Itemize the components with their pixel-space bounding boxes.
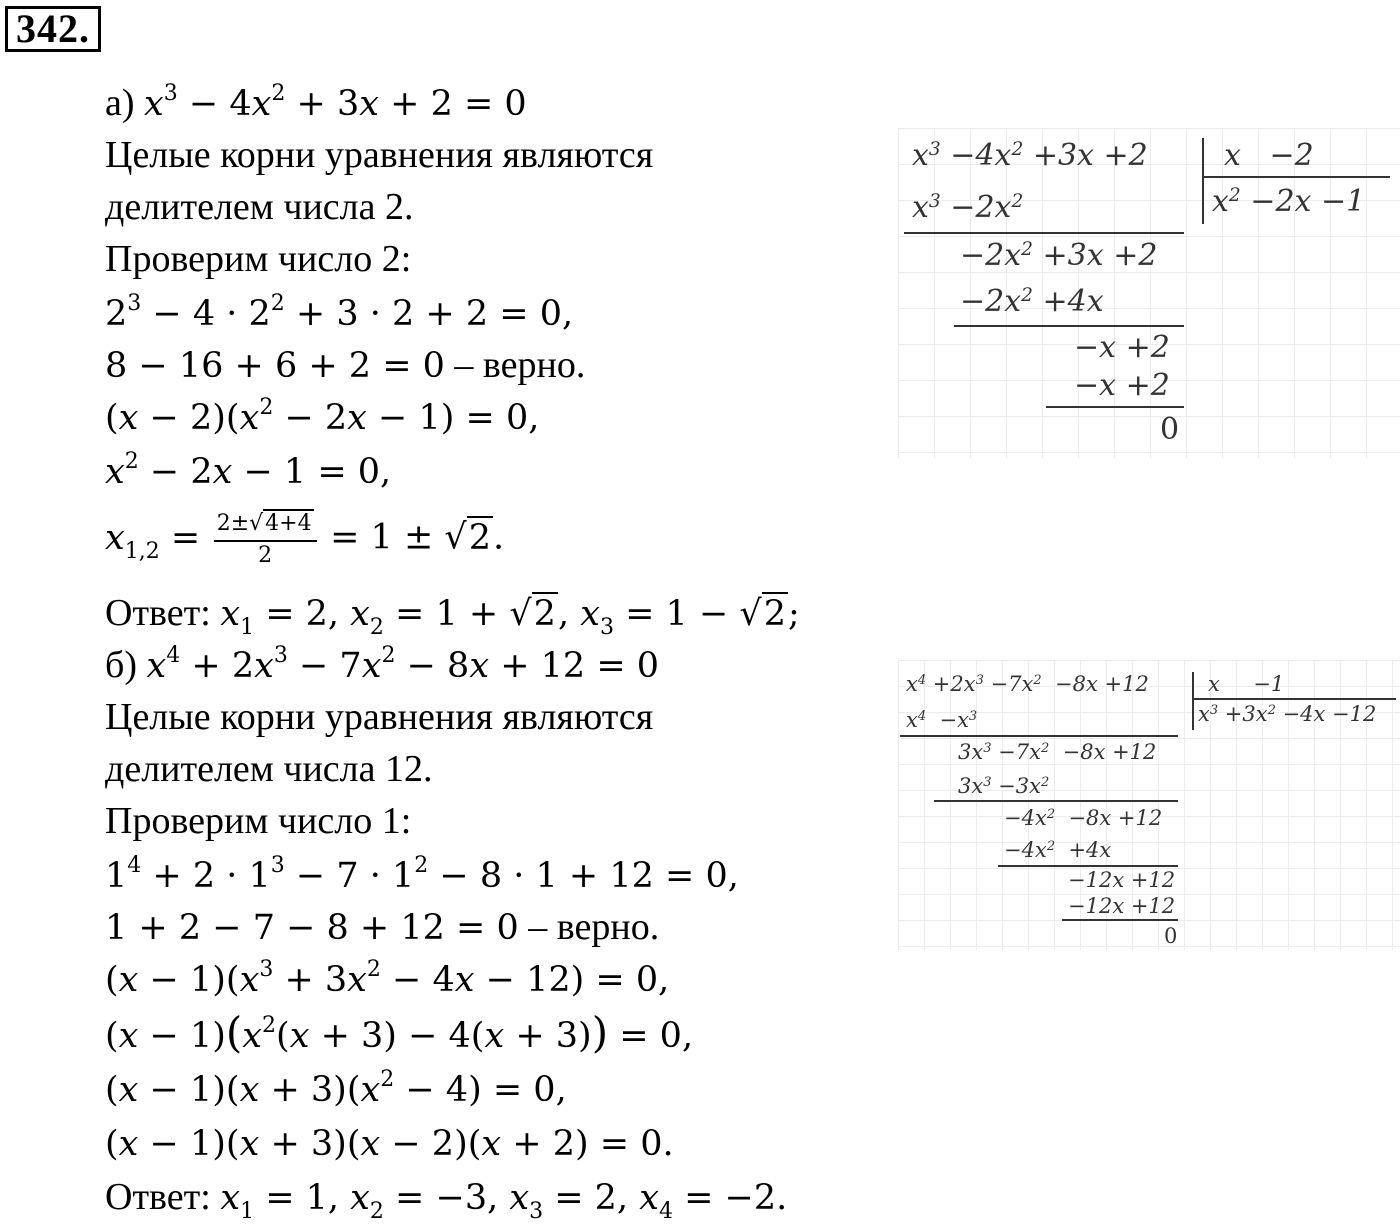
long-division-b [898, 660, 1400, 950]
part-a-quadratic: $x^2 - 2x - 1 = 0$, [105, 449, 392, 492]
part-b-factorization-4: (x − 1)(x + 3)(x − 2)(x + 2) = 0. [105, 1124, 674, 1164]
long-division-a [898, 128, 1400, 458]
division-b-quotient: $x^3 +3x^2 -4x -12$ [1198, 702, 1377, 726]
division-b-step-7: −12x +12 [1068, 894, 1176, 918]
division-b-divider-vertical [1192, 672, 1194, 730]
division-a-step-5: −x +2 [1074, 368, 1170, 403]
division-a-line-2 [954, 325, 1184, 327]
part-a-roots-text-2: делителем числа 2. [105, 186, 414, 228]
division-b-step-4: $-4x^2 -8x +12$ [1004, 806, 1163, 830]
division-b-dividend: $x^4 +2x^3 -7x^2 -8x +12$ [906, 672, 1149, 696]
division-a-line-1 [904, 232, 1184, 234]
division-b-step-2: $3x^3 -7x^2 -8x +12$ [958, 740, 1157, 764]
part-a-factorization: $(x - 2)(x^2 - 2x - 1) = 0$, [105, 395, 540, 438]
part-b-factorization-3: $(x - 1)(x + 3)(x^2 - 4) = 0$, [105, 1067, 567, 1110]
part-b-roots-text-1: Целые корни уравнения являются [105, 696, 654, 738]
division-b-line-3 [998, 865, 1178, 867]
division-a-dividend: $x^3 -4x^2 +3x +2$ [912, 138, 1148, 173]
division-b-divisor: x −1 [1208, 672, 1285, 696]
part-a-check-text: Проверим число 2: [105, 238, 412, 280]
part-b-answer-label: Ответ: [105, 1176, 211, 1218]
part-b-true-label: – верно. [528, 906, 660, 948]
division-b-step-3: $3x^3 -3x^2$ [958, 774, 1050, 798]
division-a-step-4: −x +2 [1074, 330, 1170, 365]
division-b-remainder: 0 [1164, 924, 1178, 948]
division-b-line-1 [900, 735, 1178, 737]
division-a-step-1: $x^3 -2x^2$ [912, 190, 1024, 225]
division-a-step-2: $-2x^2 +3x +2$ [960, 238, 1158, 273]
part-a-roots-text-1: Целые корни уравнения являются [105, 134, 654, 176]
division-b-step-5: $-4x^2 +4x$ [1004, 838, 1112, 862]
part-a-check-substitution: $2^3 - 4 \cdot 2^2 + 3 \cdot 2 + 2 = 0$, [105, 291, 574, 334]
part-a-roots-formula: $x_{1,2}$ = $\frac{2\pm√4+4}{2}$ = 1 ± √2. [105, 511, 505, 568]
division-a-divisor: x −2 [1224, 138, 1314, 173]
part-a-equation: а) $x^3 - 4x^2 + 3x + 2 = 0$ [105, 81, 527, 124]
part-a-answer: Ответ: $x_1 = 2$, $x_2 = 1 + √2$, $x_3 = 1 - √2$; [105, 592, 800, 640]
problem-number: 342. [5, 6, 101, 52]
roots-fraction: $\frac{2\pm√4+4}{2}$ [214, 510, 317, 570]
division-b-divisor-underline [1192, 698, 1396, 700]
division-b-step-6: −12x +12 [1068, 868, 1176, 892]
part-b-equation: б) $x^4 + 2x^3 - 7x^2 - 8x + 12 = 0$ [105, 643, 660, 686]
division-a-step-3: $-2x^2 +4x$ [960, 284, 1104, 319]
division-a-line-3 [1046, 406, 1184, 408]
part-a-label: а) [105, 82, 135, 124]
division-a-quotient: $x^2 -2x -1$ [1212, 184, 1366, 219]
division-b-line-4 [1062, 919, 1178, 921]
part-b-check-text: Проверим число 1: [105, 800, 412, 842]
part-b-factorization-1: $(x - 1)(x^3 + 3x^2 - 4x - 12) = 0$, [105, 957, 670, 1000]
division-a-remainder: 0 [1160, 412, 1180, 447]
part-b-factorization-2: $(x - 1)(x^2(x + 3) - 4(x + 3)) = 0$, [105, 1008, 694, 1057]
part-b-answer: Ответ: $x_1 = 1$, $x_2 = -3$, $x_3 = 2$, $x_4 = -2$. [105, 1176, 788, 1224]
division-b-step-1: $x^4 -x^3$ [906, 708, 978, 732]
part-b-check-substitution: $1^4 + 2 \cdot 1^3 - 7 \cdot 1^2 - 8 \cdot 1 + 12 = 0$, [105, 853, 739, 896]
part-b-label: б) [105, 644, 137, 686]
division-a-divisor-underline [1202, 176, 1390, 178]
part-a-true-label: – верно. [454, 344, 586, 386]
part-a-check-result: 8 − 16 + 6 + 2 = 0 – верно. [105, 344, 586, 386]
division-a-divider-vertical [1202, 138, 1204, 224]
part-a-answer-label: Ответ: [105, 592, 211, 634]
part-b-roots-text-2: делителем числа 12. [105, 748, 433, 790]
part-b-check-result: 1 + 2 − 7 − 8 + 12 = 0 – верно. [105, 906, 660, 948]
division-b-line-2 [934, 800, 1178, 802]
